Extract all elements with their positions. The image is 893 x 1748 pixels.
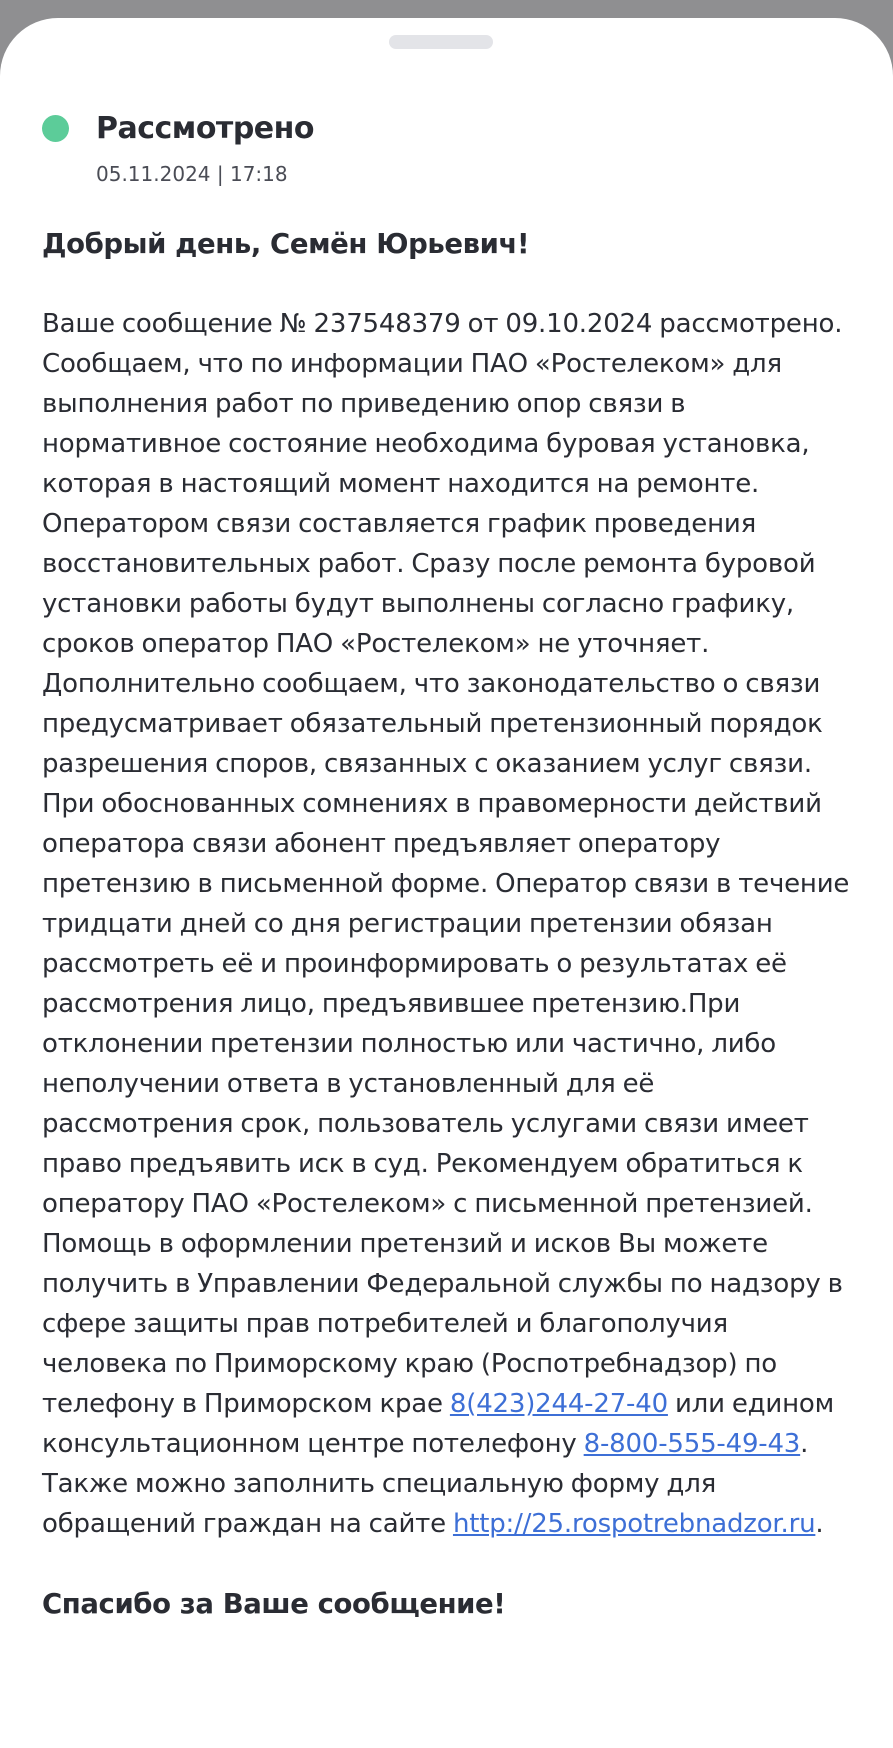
status-header	[42, 108, 314, 148]
message-thanks: Спасибо за Ваше сообщение!	[42, 1588, 506, 1620]
message-body-part1: Ваше сообщение № 237548379 от 09.10.2024 рассмотрено. Сообщаем, что по информации ПАО «Ростелеком» для выполнения работ по приведению опор связи в нормативное состояние необходима буровая установка, которая в настоящий момент находится на ремонте. Оператором связи составляется график проведения восстановительных работ. Сразу после ремонта буровой установки работы будут выполнены согласно графику, сроков оператор ПАО «Ростелеком» не уточняет. Дополнительно сообщаем, что законодательство о связи предусматривает обязательный претензионный порядок разрешения споров, связанных с оказанием услуг связи. При обоснованных сомнениях в правомерности действий оператора связи абонент предъявляет оператору претензию в письменной форме. Оператор связи в течение тридцати дней со дня регистрации претензии обязан рассмотреть её и проинформировать о результатах её рассмотрения лицо, предъявившее претензию.При отклонении претензии полностью или частично, либо неполучении ответа в установленный для её рассмотрения срок, пользователь услугами связи имеет право предъявить иск в суд. Рекомендуем обратиться к оператору ПАО «Ростелеком» с письменной претензией. Помощь в оформлении претензий и исков Вы можете получить в Управлении Федеральной службы по надзору в сфере защиты прав потребителей и благополучия человека по Приморскому краю (Роспотребнадзор) по телефону в Приморском крае	[42, 309, 850, 1419]
message-greeting: Добрый день, Семён Юрьевич!	[42, 228, 530, 260]
bottom-sheet	[0, 18, 893, 1748]
phone-hotline-link[interactable]: 8-800-555-49-43	[583, 1429, 801, 1459]
message-body-part2: или едином консультационном центре потелефону	[42, 1389, 835, 1459]
status-title: Рассмотрено	[96, 110, 314, 146]
website-link[interactable]: http://25.rospotrebnadzor.ru	[452, 1509, 816, 1539]
status-dot-icon	[42, 115, 69, 142]
message-body	[42, 304, 852, 1544]
status-datetime: 05.11.2024 | 17:18	[96, 162, 288, 186]
message-content	[42, 224, 852, 1624]
drag-handle[interactable]	[389, 35, 493, 49]
message-body-part3: . Также можно заполнить специальную форму для обращений граждан на сайте	[42, 1429, 809, 1539]
message-body-part4: .	[815, 1509, 824, 1539]
phone-local-link[interactable]: 8(423)244-27-40	[449, 1389, 668, 1419]
